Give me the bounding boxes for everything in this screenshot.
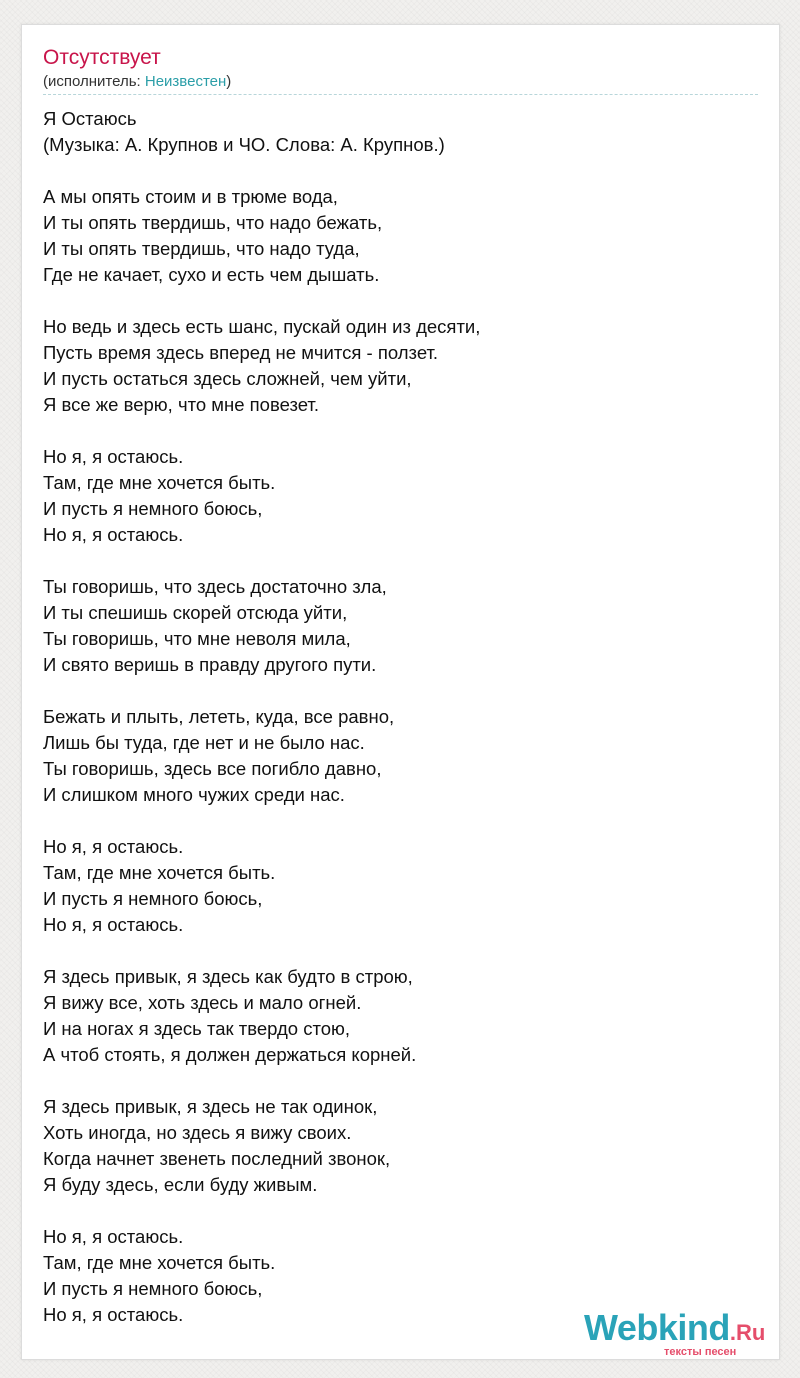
lyric-line: А чтоб стоять, я должен держаться корней. — [43, 1044, 417, 1065]
lyric-line: И свято веришь в правду другого пути. — [43, 654, 377, 675]
stanza-gap — [43, 1068, 758, 1094]
lyric-line: Но я, я остаюсь. — [43, 914, 184, 935]
lyric-line: Когда начнет звенеть последний звонок, — [43, 1148, 391, 1169]
lyrics-card — [21, 24, 780, 1360]
lyric-line: Пусть время здесь вперед не мчится - ползет. — [43, 342, 439, 363]
logo-main-text: Webkind — [584, 1307, 730, 1348]
lyric-line: Там, где мне хочется быть. — [43, 1252, 276, 1273]
lyric-line: Лишь бы туда, где нет и не было нас. — [43, 732, 365, 753]
lyric-line: И пусть я немного боюсь, — [43, 1278, 263, 1299]
lyric-line: И слишком много чужих среди нас. — [43, 784, 345, 805]
lyric-line: Хоть иногда, но здесь я вижу своих. — [43, 1122, 352, 1143]
lyric-line: И на ногах я здесь так твердо стою, — [43, 1018, 351, 1039]
lyric-line: Ты говоришь, здесь все погибло давно, — [43, 758, 382, 779]
lyric-line: Где не качает, сухо и есть чем дышать. — [43, 264, 380, 285]
lyric-line: И ты опять твердишь, что надо туда, — [43, 238, 360, 259]
artist-link[interactable]: Неизвестен — [144, 73, 227, 90]
lyric-line: Но ведь и здесь есть шанс, пускай один из десяти, — [43, 316, 481, 337]
artist-suffix: ) — [226, 73, 232, 90]
lyric-line: Я вижу все, хоть здесь и мало огней. — [43, 992, 362, 1013]
stanza-gap — [43, 288, 758, 314]
header-divider — [43, 94, 758, 95]
stanza-gap — [43, 938, 758, 964]
lyric-line: Там, где мне хочется быть. — [43, 472, 276, 493]
lyric-line: И ты опять твердишь, что надо бежать, — [43, 212, 383, 233]
lyric-line: И пусть я немного боюсь, — [43, 498, 263, 519]
logo-subtitle: тексты песен — [664, 1346, 737, 1358]
lyric-line: Я здесь привык, я здесь не так одинок, — [43, 1096, 378, 1117]
lyric-line: И ты спешишь скорей отсюда уйти, — [43, 602, 348, 623]
lyric-line: Ты говоришь, что здесь достаточно зла, — [43, 576, 387, 597]
stanza-gap — [43, 418, 758, 444]
lyric-line: Я Остаюсь — [43, 108, 137, 129]
stanza-gap — [43, 678, 758, 704]
stanza-gap — [43, 158, 758, 184]
artist-line — [43, 73, 231, 91]
webkind-logo[interactable] — [584, 1308, 784, 1358]
lyric-line: Но я, я остаюсь. — [43, 1304, 184, 1325]
lyric-line: Но я, я остаюсь. — [43, 446, 184, 467]
lyric-line: Но я, я остаюсь. — [43, 836, 184, 857]
lyric-line: Но я, я остаюсь. — [43, 1226, 184, 1247]
song-title: Отсутствует — [43, 46, 161, 69]
lyric-line: Там, где мне хочется быть. — [43, 862, 276, 883]
lyric-line: И пусть остаться здесь сложней, чем уйти, — [43, 368, 412, 389]
lyric-line: А мы опять стоим и в трюме вода, — [43, 186, 338, 207]
lyric-line: (Музыка: А. Крупнов и ЧО. Слова: А. Крупнов.) — [43, 134, 445, 155]
stanza-gap — [43, 808, 758, 834]
stanza-gap — [43, 1198, 758, 1224]
lyric-line: Ты говоришь, что мне неволя мила, — [43, 628, 351, 649]
lyric-line: Бежать и плыть, лететь, куда, все равно, — [43, 706, 395, 727]
lyric-line: Но я, я остаюсь. — [43, 524, 184, 545]
artist-prefix: (исполнитель: — [43, 73, 145, 90]
stanza-gap — [43, 548, 758, 574]
lyric-line: Я все же верю, что мне повезет. — [43, 394, 319, 415]
lyric-line: И пусть я немного боюсь, — [43, 888, 263, 909]
lyric-line: Я здесь привык, я здесь как будто в строю, — [43, 966, 413, 987]
logo-tld: .Ru — [729, 1320, 766, 1345]
lyrics-text — [43, 106, 758, 1328]
lyric-line: Я буду здесь, если буду живым. — [43, 1174, 318, 1195]
